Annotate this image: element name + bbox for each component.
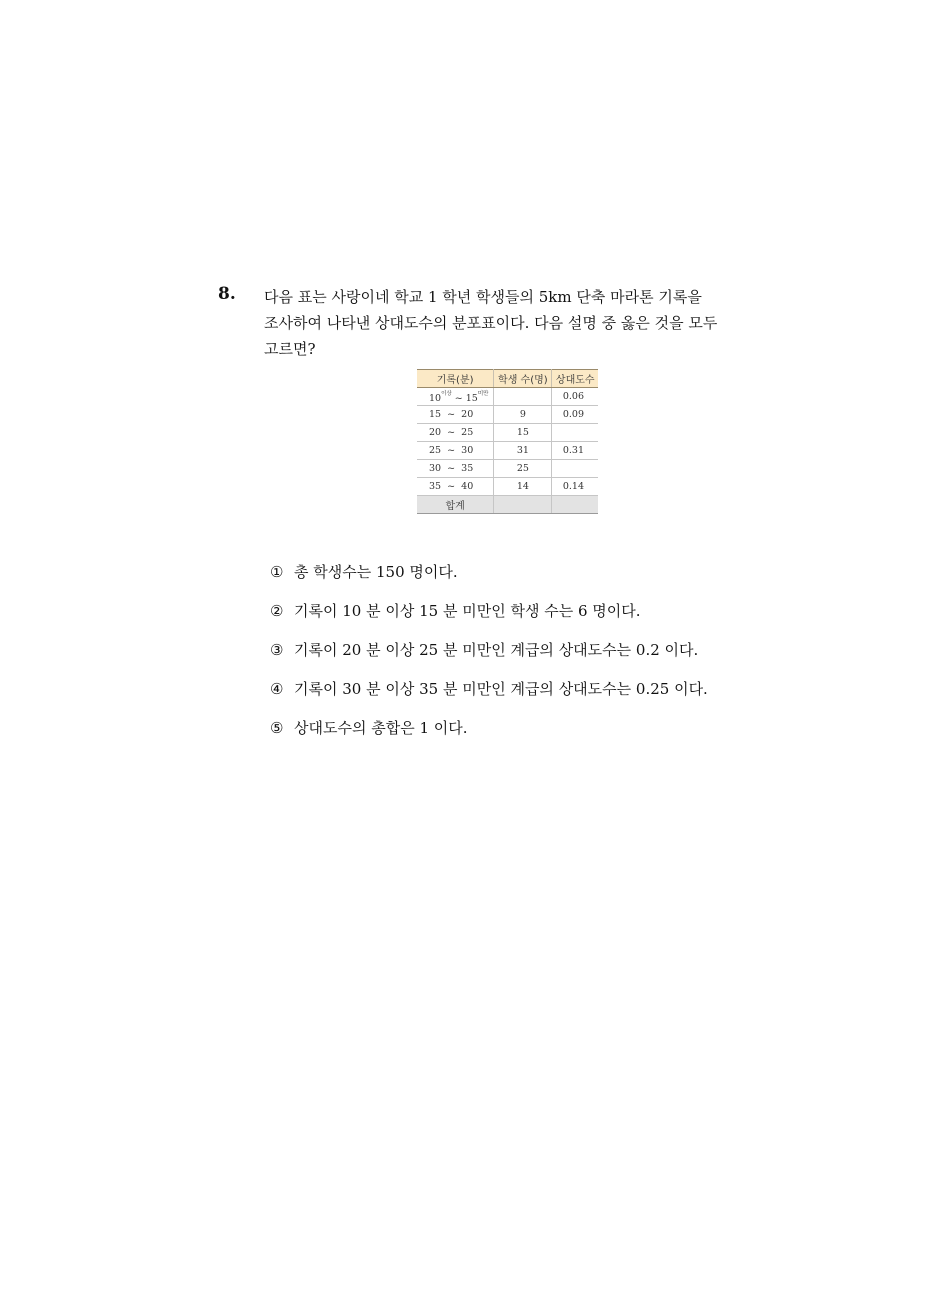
table-row <box>417 424 598 442</box>
relative-frequency-cell: 0.31 <box>552 442 598 460</box>
count-cell: 31 <box>494 442 552 460</box>
choice-mark: ① <box>270 563 284 581</box>
relative-frequency-cell: 0.06 <box>552 388 598 406</box>
answer-choices <box>270 560 708 755</box>
record-cell: 25 ~ 30 <box>417 442 494 460</box>
choice-2[interactable] <box>270 599 708 638</box>
total-label: 합계 <box>417 496 494 514</box>
header-student-count: 학생 수(명) <box>494 370 552 388</box>
choice-text: 기록이 30 분 이상 35 분 미만인 계급의 상대도수는 0.25 이다. <box>294 680 708 698</box>
choice-text: 기록이 10 분 이상 15 분 미만인 학생 수는 6 명이다. <box>294 602 641 620</box>
record-cell: 15 ~ 20 <box>417 406 494 424</box>
count-cell: 25 <box>494 460 552 478</box>
table-row <box>417 388 598 406</box>
count-cell: 9 <box>494 406 552 424</box>
record-cell: 30 ~ 35 <box>417 460 494 478</box>
choice-mark: ② <box>270 602 284 620</box>
count-cell: 15 <box>494 424 552 442</box>
header-record: 기록(분) <box>417 370 494 388</box>
record-cell: $10^{이상}$ ~ $15^{미만}$ <box>417 388 494 406</box>
table-row <box>417 406 598 424</box>
choice-text: 상대도수의 총합은 1 이다. <box>294 719 468 737</box>
relative-frequency-cell <box>552 460 598 478</box>
choice-5[interactable] <box>270 716 708 755</box>
question-line: 조사하여 나타낸 상대도수의 분포표이다. 다음 설명 중 옳은 것을 모두 <box>264 314 718 332</box>
total-count-cell <box>494 496 552 514</box>
choice-mark: ⑤ <box>270 719 284 737</box>
table-row <box>417 442 598 460</box>
table-row <box>417 478 598 496</box>
record-cell: 20 ~ 25 <box>417 424 494 442</box>
relative-frequency-cell <box>552 424 598 442</box>
table-row <box>417 460 598 478</box>
question-line: 고르면? <box>264 340 316 358</box>
choice-mark: ④ <box>270 680 284 698</box>
choice-3[interactable] <box>270 638 708 677</box>
count-cell: 14 <box>494 478 552 496</box>
choice-1[interactable] <box>270 560 708 599</box>
table-header-row <box>417 370 598 388</box>
choice-4[interactable] <box>270 677 708 716</box>
choice-mark: ③ <box>270 641 284 659</box>
choice-text: 기록이 20 분 이상 25 분 미만인 계급의 상대도수는 0.2 이다. <box>294 641 699 659</box>
table-total-row <box>417 496 598 514</box>
count-cell <box>494 388 552 406</box>
question-line: 다음 표는 사랑이네 학교 1 학년 학생들의 5km 단축 마라톤 기록을 <box>264 288 702 306</box>
total-relative-frequency-cell <box>552 496 598 514</box>
question-text <box>264 284 744 362</box>
question-number: 8. <box>218 284 236 304</box>
relative-frequency-cell: 0.09 <box>552 406 598 424</box>
header-relative-frequency: 상대도수 <box>552 370 598 388</box>
record-cell: 35 ~ 40 <box>417 478 494 496</box>
choice-text: 총 학생수는 150 명이다. <box>294 563 458 581</box>
relative-frequency-cell: 0.14 <box>552 478 598 496</box>
relative-frequency-table <box>417 369 598 514</box>
